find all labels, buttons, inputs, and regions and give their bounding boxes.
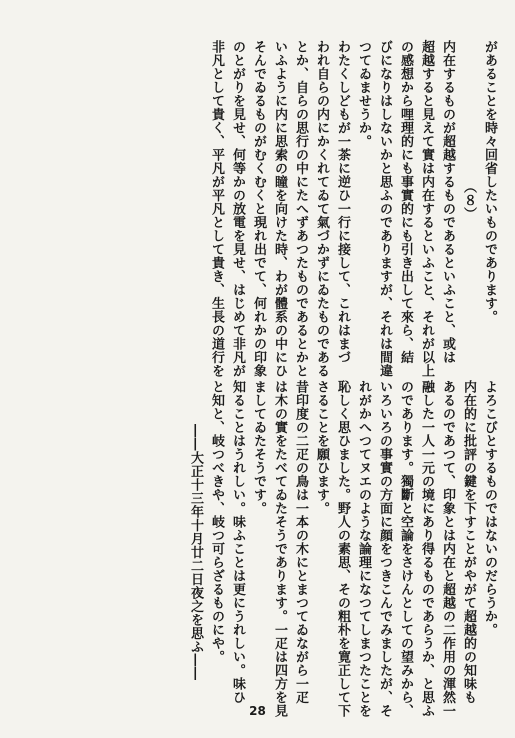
text-line: よろこびとするものではないのだらうか。 <box>482 380 497 637</box>
text-line: 内在するものが超越するものであるといふこと、或は <box>440 40 455 364</box>
text-line: ましてゐたそうです。 <box>251 380 266 515</box>
text-line: 非凡として貴く、平凡が平凡として貴き、生長の道行を <box>209 40 224 378</box>
text-line: のであります。獨斷と空論をさけんとしての望みから、 <box>398 380 413 718</box>
text-line: つてゐませうか。 <box>356 40 371 148</box>
text-line: われ自らの内にかくれてゐて氣づかずにゐたものである <box>314 40 329 378</box>
text-line: 知ることはうれしい。味ふことは更にうれしい。味ひ <box>230 380 245 704</box>
text-line: さることを願ひます。 <box>314 380 329 515</box>
text-line: とか、自らの思行の中にたへずあつたものであるとかと <box>293 40 308 378</box>
text-line: の感想から哩理的にも事實的にも引き出して來ら、結 <box>398 40 413 364</box>
text-line: いろいろの事實の方面に顔をつきこんでみましたが、そ <box>377 380 392 718</box>
section-number: （８） <box>461 179 476 221</box>
date-signature: ――大正十三年十月廿二日夜之を思ふ―― <box>188 423 203 680</box>
text-line: そんでゐるものがむくむくと現れ出でて、何れかの印象 <box>251 40 266 378</box>
text-line: 昔印度の二疋の鳥は一本の木にとまつてゐながら一疋 <box>293 380 308 704</box>
text-line: は木の實をたべてゐたそうであります。一疋は四方を見 <box>272 380 287 718</box>
text-line: のとがりを見せ、何等かの放電を見せ、はじめて非凡が <box>230 40 245 378</box>
text-line: 内在的に批評の鍵を下すことがやがて超越的の知味も <box>461 380 476 704</box>
upper-text-block <box>100 40 500 378</box>
text-line: れがかへつてヌエのような論理になつてしまつたことを <box>356 380 371 718</box>
text-line: 融した一人一元の境にあり得るものであらうか、と思ふ <box>419 380 434 718</box>
text-line: びになりはしないかと思ふのでありますが、それは間違 <box>377 40 392 378</box>
page-number: 28 <box>249 704 266 718</box>
text-line: あるのであつて、印象とは内在と超越の二作用の渾然一 <box>440 380 455 718</box>
text-line: があることを時々回省したいものであります。 <box>482 40 497 324</box>
text-line: いふように内に思索の瞳を向けた時、わが體系の中にひ <box>272 40 287 378</box>
text-line: 超越すると見えて實は内在するといふこと、それが以上 <box>419 40 434 378</box>
text-line: わたくしどもが一茶に逆ひ一行に接して、これはまづ <box>335 40 350 364</box>
text-line: と知と、岐つべきや、岐つ可らざるものにや。 <box>209 380 224 664</box>
text-line: 恥しく思ひました。野人の素思、その粗朴を寛正して下 <box>335 380 350 718</box>
